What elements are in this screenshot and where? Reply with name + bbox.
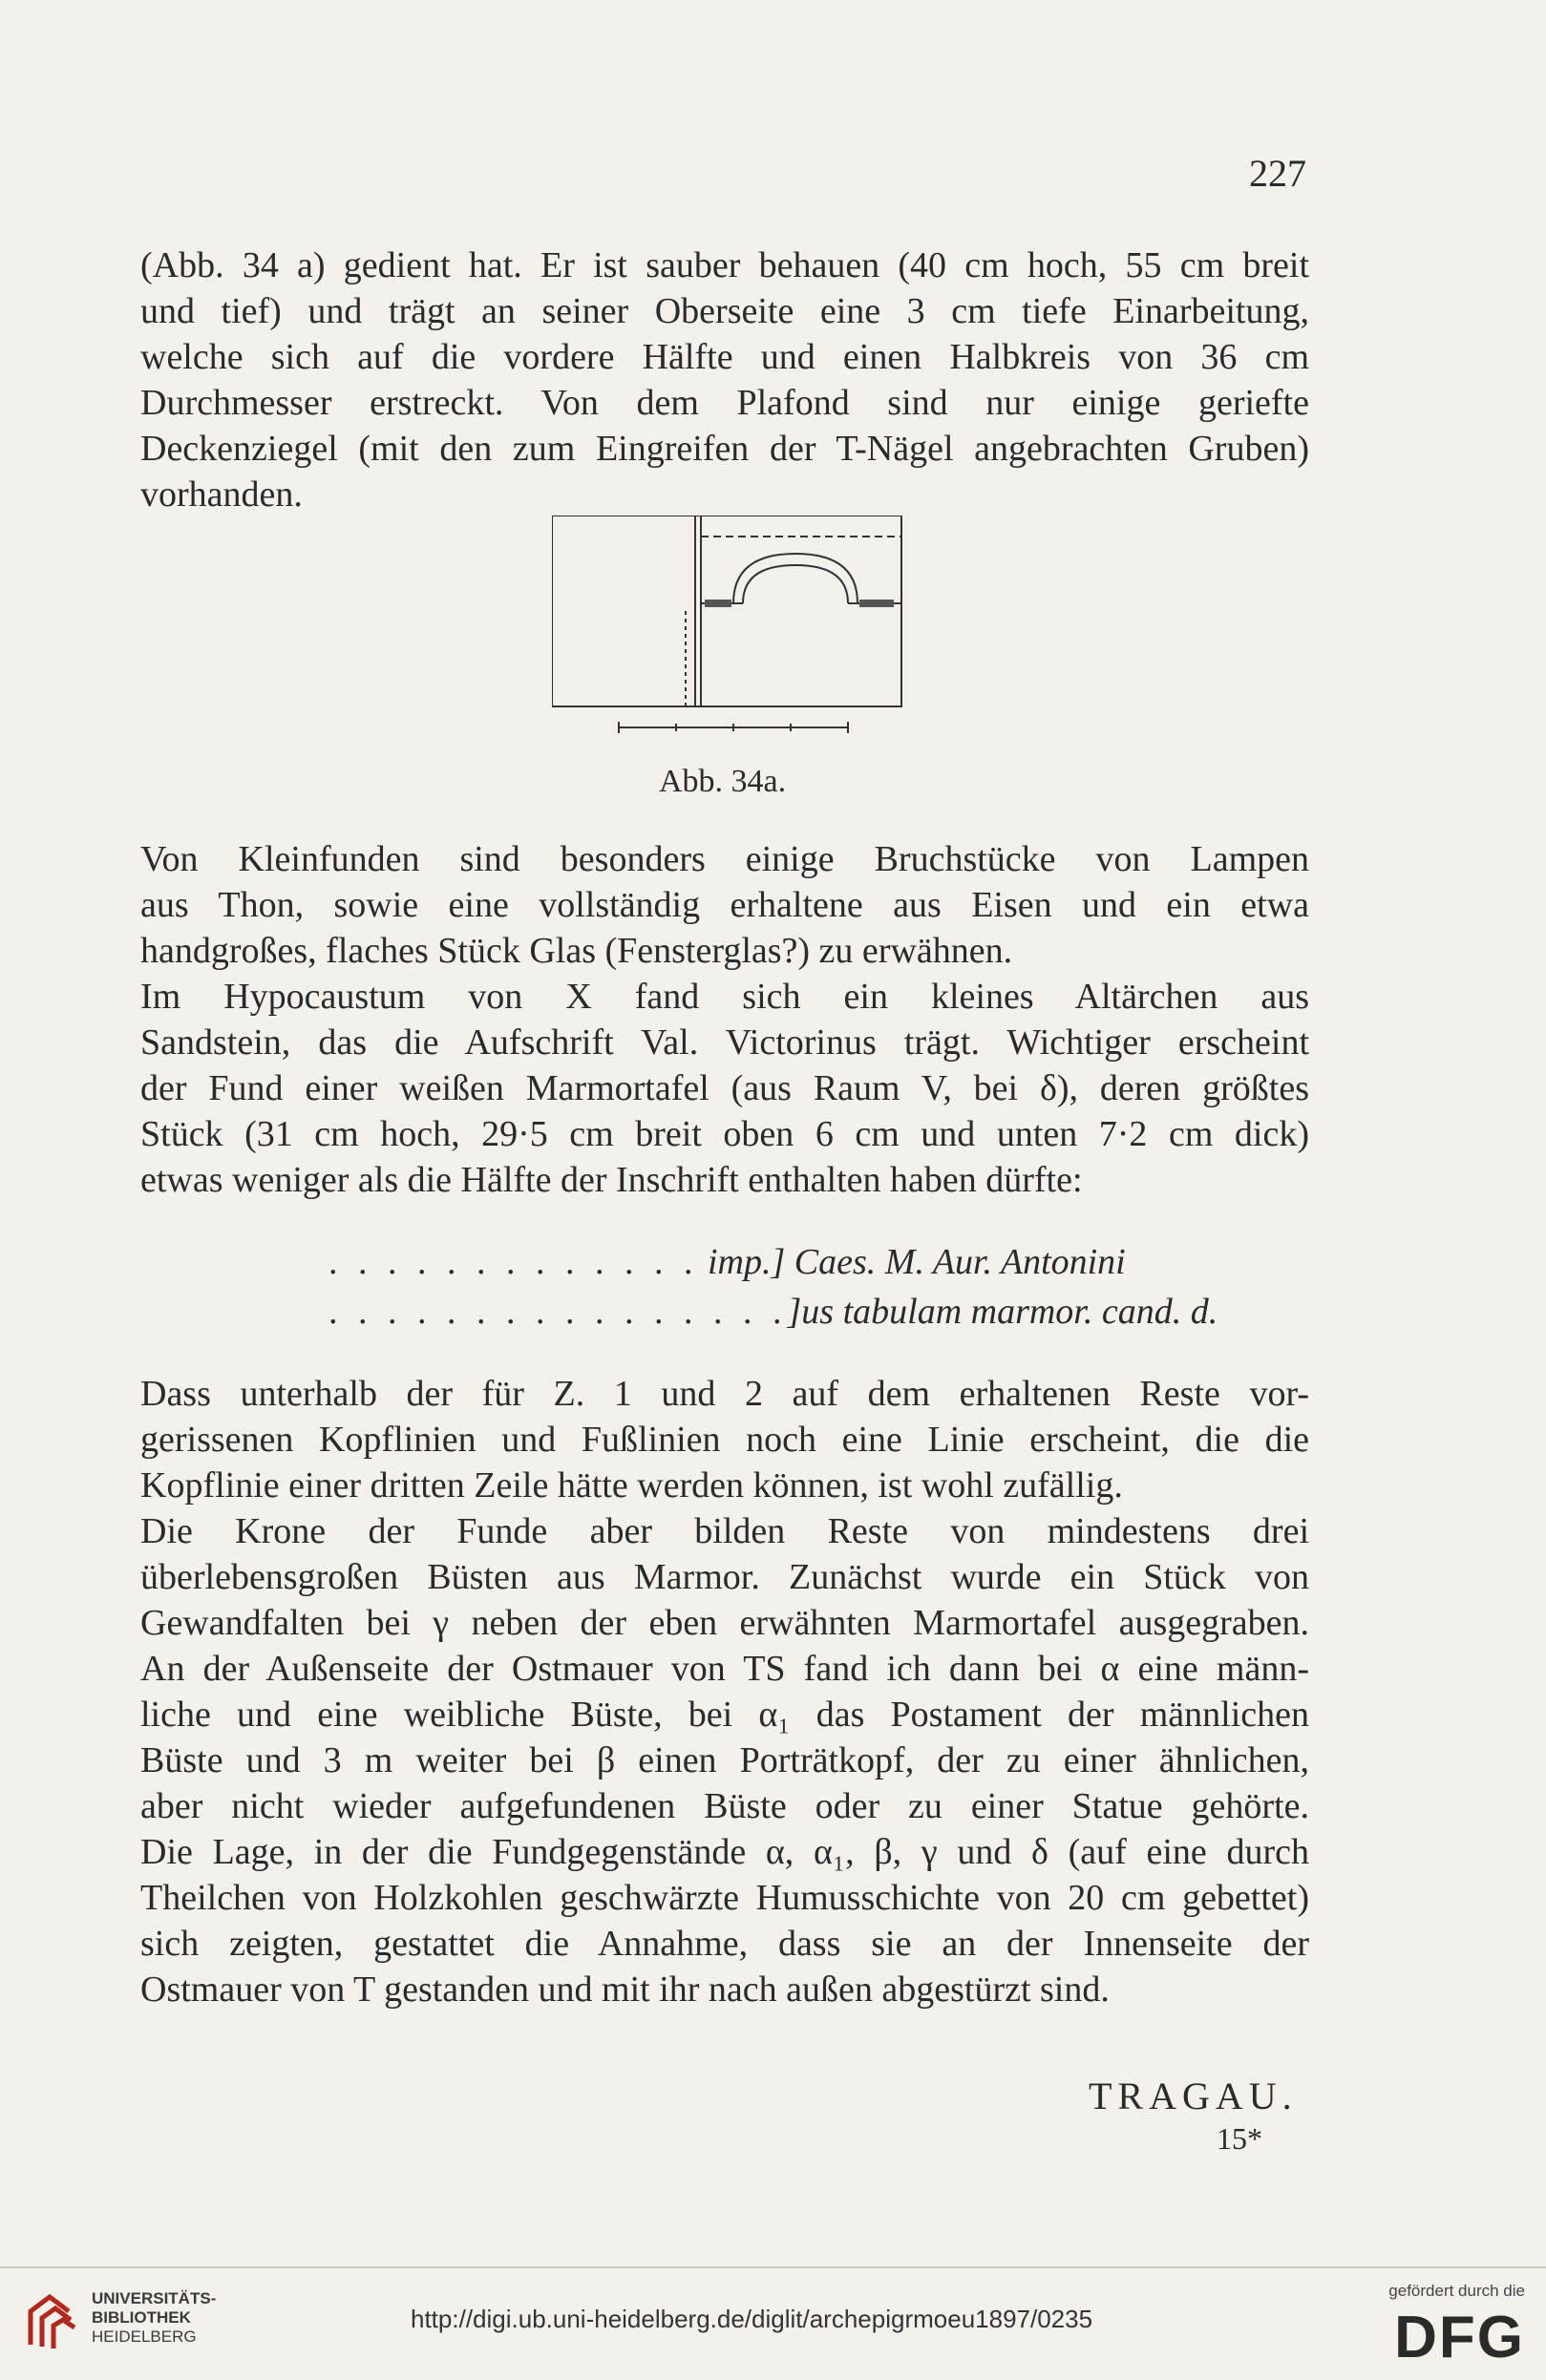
university-library-logo-icon (21, 2287, 84, 2354)
inscription-line-2: . . . . . . . . . . . . . . . .]us tabulam marmor. cand. d. (328, 1292, 1218, 1332)
text-line: überlebensgroßen Büsten aus Marmor. Zunächst wurde ein Stück von (140, 1557, 1309, 1597)
paragraph-4 (140, 1371, 1309, 1508)
text-line: Die Lage, in der die Fundgegenstände α, α₁, β, γ und δ (auf eine durch (140, 1832, 1309, 1872)
text-line: etwas weniger als die Hälfte der Inschrift enthalten haben dürfte: (140, 1160, 1083, 1200)
text-line: aus Thon, sowie eine vollständig erhaltene aus Eisen und ein etwa (140, 885, 1309, 925)
text-line: gerissenen Kopflinien und Fußlinien noch eine Linie erscheint, die die (140, 1420, 1309, 1460)
library-name: UNIVERSITÄTS- BIBLIOTHEK HEIDELBERG (92, 2289, 217, 2346)
figure-34a (552, 516, 905, 754)
text-line: Büste und 3 m weiter bei β einen Porträtkopf, der zu einer ähnlichen, (140, 1740, 1309, 1780)
text-line: Deckenziegel (mit den zum Eingreifen der T-Nägel angebrachten Gruben) (140, 429, 1309, 469)
text-line: Im Hypocaustum von X fand sich ein kleines Altärchen aus (140, 977, 1309, 1017)
text-line: Die Krone der Funde aber bilden Reste von mindestens drei (140, 1511, 1309, 1551)
inscription-line-1: . . . . . . . . . . . . . imp.] Caes. M. Aur. Antonini (328, 1242, 1126, 1282)
text-line: sich zeigten, gestattet die Annahme, dass sie an der Innenseite der (140, 1924, 1309, 1964)
text-line: vorhanden. (140, 474, 303, 515)
funding-note: gefördert durch die (1388, 2282, 1525, 2300)
text-line: aber nicht wieder aufgefundenen Büste oder zu einer Statue gehörte. (140, 1786, 1309, 1826)
paragraph-1 (140, 242, 1309, 517)
text-line: Stück (31 cm hoch, 29·5 cm breit oben 6 cm und unten 7·2 cm dick) (140, 1114, 1309, 1154)
text-line: welche sich auf die vordere Hälfte und einen Halbkreis von 36 cm (140, 337, 1309, 377)
paragraph-3 (140, 974, 1309, 1203)
figure-caption: Abb. 34a. (659, 764, 787, 799)
text-line: der Fund einer weißen Marmortafel (aus Raum V, bei δ), deren größtes (140, 1068, 1309, 1108)
text-line: Kopflinie einer dritten Zeile hätte werden können, ist wohl zufällig. (140, 1465, 1123, 1506)
page-number: 227 (1249, 152, 1306, 195)
dfg-logo: DFG (1394, 2305, 1525, 2370)
author-name: TRAGAU. (1089, 2075, 1298, 2117)
text-line: handgroßes, flaches Stück Glas (Fensterglas?) zu erwähnen. (140, 931, 1013, 971)
text-line: Von Kleinfunden sind besonders einige Bruchstücke von Lampen (140, 839, 1309, 879)
text-line: Durchmesser erstreckt. Von dem Plafond sind nur einige geriefte (140, 383, 1309, 423)
text-line: Dass unterhalb der für Z. 1 und 2 auf dem erhaltenen Reste vor- (140, 1374, 1309, 1414)
text-line: Ostmauer von T gestanden und mit ihr nach außen abgestürzt sind. (140, 1969, 1110, 2010)
text-line: Theilchen von Holzkohlen geschwärzte Humusschichte von 20 cm gebettet) (140, 1878, 1309, 1918)
text-line: Sandstein, das die Aufschrift Val. Victorinus trägt. Wichtiger erscheint (140, 1022, 1309, 1063)
text-line: liche und eine weibliche Büste, bei α₁ das Postament der männlichen (140, 1695, 1309, 1735)
text-line: und tief) und trägt an seiner Oberseite eine 3 cm tiefe Einarbeitung, (140, 291, 1309, 331)
paragraph-5 (140, 1508, 1309, 2012)
sheet-signature: 15* (1217, 2121, 1262, 2156)
paragraph-2 (140, 836, 1309, 974)
source-url-link[interactable]: http://digi.ub.uni-heidelberg.de/diglit/archepigrmoeu1897/0235 (411, 2305, 1093, 2333)
digitization-footer (0, 2266, 1546, 2380)
text-line: An der Außenseite der Ostmauer von TS fand ich dann bei α eine männ- (140, 1649, 1309, 1689)
text-line: (Abb. 34 a) gedient hat. Er ist sauber behauen (40 cm hoch, 55 cm breit (140, 245, 1309, 285)
text-line: Gewandfalten bei γ neben der eben erwähnten Marmortafel ausgegraben. (140, 1603, 1309, 1643)
